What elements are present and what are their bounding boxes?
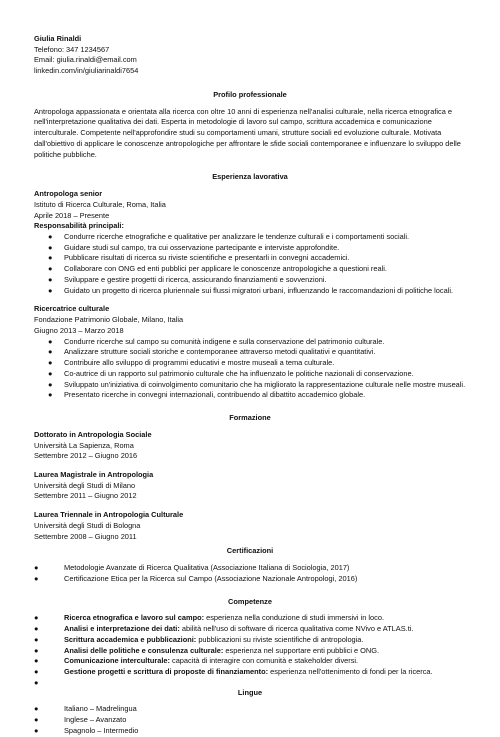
- bullet-icon: ●: [34, 613, 39, 623]
- degree: Laurea Triennale in Antropologia Culturale: [34, 510, 184, 520]
- bullet-icon: ●: [48, 264, 53, 274]
- profile-text: Antropologa appassionata e orientata alla ricerca con oltre 10 anni di esperienza nell'analisi culturale, nella ricerca etnografica e nell'interpretazione qualitativa dei dati. Esperta in metodologie di lavoro sul campo, scrittura accademica e comunicazione interculturale. Competente nell'approfondire studi su comportamenti umani, strutture sociali ed evoluzione culturale. Motivata dall'obiettivo di applicare le conoscenze antropologiche per affrontare le sfide sociali contemporanee e influenzare lo sviluppo delle politiche pubbliche.: [34, 106, 461, 159]
- list-item: ● Scrittura accademica e pubblicazioni: pubblicazioni su riviste scientifiche di antropologia.: [34, 634, 364, 644]
- bullet-icon: ●: [48, 232, 53, 242]
- list-item: ● Analisi delle politiche e consulenza culturale: esperienza nel supportare enti pubblici e ONG.: [34, 645, 380, 655]
- list-item: [34, 678, 466, 688]
- education-entry: [34, 510, 466, 542]
- candidate-name: Giulia Rinaldi: [34, 34, 82, 43]
- skill-label: Ricerca etnografica e lavoro sul campo:: [64, 613, 205, 623]
- bullet-icon: ●: [34, 563, 39, 573]
- bullet-icon: ●: [48, 368, 53, 378]
- bullet-icon: ●: [34, 715, 39, 725]
- education-entry: [34, 430, 466, 462]
- responsibilities-label: Responsabilità principali:: [34, 221, 124, 231]
- school: Università degli Studi di Bologna: [34, 520, 141, 530]
- bullet-icon: ●: [34, 656, 39, 666]
- education-heading: Formazione: [229, 413, 271, 423]
- linkedin: linkedin.com/in/giuliarinaldi7654: [34, 66, 139, 76]
- list-item: ● Sviluppare e gestire progetti di ricerca, assicurando finanziamenti e sovvenzioni.: [48, 274, 327, 284]
- job-entry: [34, 304, 466, 401]
- certifications-heading: Certificazioni: [226, 546, 274, 556]
- bullet-icon: ●: [48, 347, 53, 357]
- education-dates: Settembre 2008 – Giugno 2011: [34, 531, 137, 541]
- list-item: ● Co-autrice di un rapporto sul patrimonio culturale che ha influenzato le politiche nazionali di conservazione.: [48, 368, 414, 378]
- job-org: Istituto di Ricerca Culturale, Roma, Italia: [34, 199, 166, 209]
- bullet-icon: ●: [34, 704, 39, 714]
- languages-list: [34, 704, 466, 736]
- list-item: ● Spagnolo – Intermedio: [34, 725, 139, 735]
- bullet-icon: ●: [34, 666, 39, 676]
- skill-label: Analisi e interpretazione dei dati:: [64, 624, 180, 634]
- bullet-icon: ●: [48, 358, 53, 368]
- education-dates: Settembre 2012 – Giugno 2016: [34, 451, 138, 461]
- list-item: ● Condurre ricerche etnografiche e qualitative per analizzare le tendenze culturali e i comportamenti sociali.: [48, 232, 410, 242]
- list-item: ● Comunicazione interculturale: capacità di interagire con comunità e stakeholder diversi.: [34, 656, 359, 666]
- bullet-icon: ●: [48, 336, 53, 346]
- job-title: Antropologa senior: [34, 189, 103, 199]
- experience-heading: Esperienza lavorativa: [212, 172, 288, 182]
- skill-label: Analisi delle politiche e consulenza culturale:: [64, 645, 224, 655]
- skill-label: Gestione progetti e scrittura di proposte di finanziamento:: [64, 666, 269, 676]
- list-item: ● Contribuire allo sviluppo di programmi educativi e mostre museali a tema culturale.: [48, 358, 335, 368]
- certifications-list: [34, 563, 466, 584]
- bullet-icon: ●: [48, 274, 53, 284]
- list-item: ● Inglese – Avanzato: [34, 715, 127, 725]
- degree: Dottorato in Antropologia Sociale: [34, 429, 152, 439]
- job-org: Fondazione Patrimonio Globale, Milano, Italia: [34, 315, 184, 325]
- bullet-icon: ●: [34, 634, 39, 644]
- skills-list: [34, 613, 466, 687]
- list-item: ● Analizzare strutture sociali storiche e contemporanee attraverso metodi qualitativi e quantitativi.: [48, 347, 376, 357]
- school: Università La Sapienza, Roma: [34, 440, 134, 450]
- bullet-icon: ●: [34, 645, 39, 655]
- bullet-icon: ●: [34, 677, 39, 687]
- education-dates: Settembre 2011 – Giugno 2012: [34, 491, 137, 501]
- list-item: ● Sviluppato un'iniziativa di coinvolgimento comunitario che ha migliorato la rappresentazione culturale nelle mostre museali.: [48, 379, 466, 389]
- bullet-icon: ●: [48, 242, 53, 252]
- list-item: ● Gestione progetti e scrittura di proposte di finanziamento: esperienza nell'ottenimento di fondi per la ricerca.: [34, 666, 433, 676]
- list-item: ● Certificazione Etica per la Ricerca sul Campo (Associazione Nazionale Antropologi, 2016): [34, 573, 358, 583]
- profile-heading: Profilo professionale: [213, 89, 287, 99]
- languages-heading: Lingue: [237, 687, 263, 697]
- job-bullets: [34, 232, 466, 296]
- bullet-icon: ●: [48, 390, 53, 400]
- list-item: ● Collaborare con ONG ed enti pubblici per applicare le conoscenze antropologiche a questioni reali.: [48, 264, 387, 274]
- list-item: ● Condurre ricerche sul campo su comunità indigene e sulla conservazione del patrimonio culturale.: [48, 336, 385, 346]
- education-entry: [34, 470, 466, 502]
- list-item: ● Guidare studi sul campo, tra cui osservazione partecipante e interviste approfondite.: [48, 242, 340, 252]
- list-item: ● Metodologie Avanzate di Ricerca Qualitativa (Associazione Italiana di Sociologia, 2017): [34, 563, 350, 573]
- list-item: ● Ricerca etnografica e lavoro sul campo: esperienza nella conduzione di studi immersivi in loco.: [34, 613, 384, 623]
- bullet-icon: ●: [48, 379, 53, 389]
- header: [34, 34, 466, 77]
- skill-label: Comunicazione interculturale:: [64, 656, 170, 666]
- degree: Laurea Magistrale in Antropologia: [34, 469, 154, 479]
- phone: Telefono: 347 1234567: [34, 44, 110, 54]
- skill-label: Scrittura accademica e pubblicazioni:: [64, 634, 197, 644]
- bullet-icon: ●: [48, 253, 53, 263]
- job-dates: Giugno 2013 – Marzo 2018: [34, 325, 124, 335]
- bullet-icon: ●: [34, 573, 39, 583]
- skills-heading: Competenze: [228, 596, 272, 606]
- job-bullets: [34, 337, 466, 401]
- job-dates: Aprile 2018 – Presente: [34, 210, 110, 220]
- school: Università degli Studi di Milano: [34, 480, 136, 490]
- bullet-icon: ●: [34, 725, 39, 735]
- job-entry: [34, 189, 466, 296]
- list-item: ● Analisi e interpretazione dei dati: abilità nell'uso di software di ricerca qualitativa come NVivo e ATLAS.ti.: [34, 624, 414, 634]
- list-item: ● Guidato un progetto di ricerca pluriennale sui flussi migratori urbani, influenzando le raccomandazioni di politiche locali.: [48, 285, 454, 295]
- bullet-icon: ●: [34, 624, 39, 634]
- list-item: ● Presentato ricerche in convegni internazionali, contribuendo al dibattito accademico globale.: [48, 390, 366, 400]
- bullet-icon: ●: [48, 285, 53, 295]
- list-item: ● Italiano – Madrelingua: [34, 704, 137, 714]
- email: Email: giulia.rinaldi@email.com: [34, 55, 137, 65]
- list-item: ● Pubblicare risultati di ricerca su riviste scientifiche e presentarli in convegni accademici.: [48, 253, 350, 263]
- job-title: Ricercatrice culturale: [34, 304, 110, 314]
